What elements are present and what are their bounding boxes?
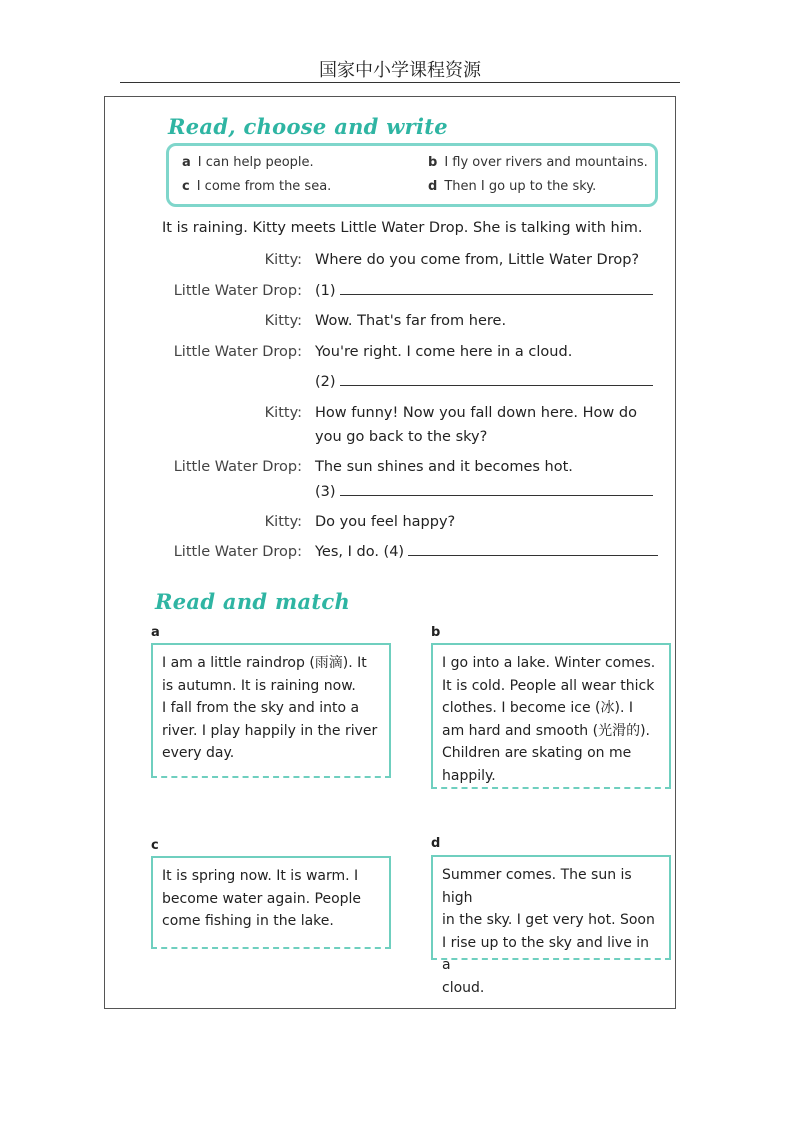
card-label-a: a [151, 625, 160, 640]
speaker-little-water-drop: Little Water Drop: [173, 283, 302, 299]
speaker-kitty: Kitty: [264, 514, 302, 530]
dialogue-line: How funny! Now you fall down here. How do [315, 405, 637, 421]
answer-blank-2[interactable] [340, 371, 653, 386]
dialogue-line: You're right. I come here in a cloud. [315, 344, 573, 360]
answer-line-4: Yes, I do. (4) [315, 540, 658, 564]
option-c: c I come from the sea. [182, 179, 332, 194]
answer-blank-3[interactable] [340, 481, 653, 496]
option-b: b I fly over rivers and mountains. [428, 155, 648, 170]
header-divider [120, 82, 680, 83]
speaker-little-water-drop: Little Water Drop: [173, 459, 302, 475]
speaker-little-water-drop: Little Water Drop: [173, 344, 302, 360]
dialogue-line: you go back to the sky? [315, 429, 488, 445]
speaker-kitty: Kitty: [264, 405, 302, 421]
speaker-little-water-drop: Little Water Drop: [173, 544, 302, 560]
answer-line-1: (1) [315, 279, 653, 303]
text-card-b: I go into a lake. Winter comes. It is cold. People all wear thick clothes. I become ice (冰). I am hard and smooth (光滑的). Children are skating on me happily. [431, 643, 671, 789]
text-card-d: Summer comes. The sun is high in the sky. I get very hot. Soon I rise up to the sky and live in a cloud. [431, 855, 671, 960]
dialogue-line: Do you feel happy? [315, 514, 456, 530]
dialogue-line: Where do you come from, Little Water Drop? [315, 252, 640, 268]
answer-blank-1[interactable] [340, 280, 653, 295]
section-title-read-match: Read and match [155, 589, 351, 614]
intro-text: It is raining. Kitty meets Little Water Drop. She is talking with him. [162, 220, 643, 236]
page-header: 国家中小学课程资源 [319, 60, 481, 81]
text-card-c: It is spring now. It is warm. I become water again. People come fishing in the lake. [151, 856, 391, 949]
text-card-a: I am a little raindrop (雨滴). It is autumn. It is raining now. I fall from the sky and into a river. I play happily in the river every day. [151, 643, 391, 778]
answer-line-3: (3) [315, 480, 653, 504]
dialogue-line: The sun shines and it becomes hot. [315, 459, 573, 475]
card-label-c: c [151, 838, 159, 853]
speaker-kitty: Kitty: [264, 252, 302, 268]
options-box [166, 143, 658, 207]
answer-blank-4[interactable] [408, 541, 658, 556]
dialogue-line: Wow. That's far from here. [315, 313, 507, 329]
card-label-d: d [431, 836, 441, 851]
card-label-b: b [431, 625, 441, 640]
option-a: a I can help people. [182, 155, 314, 170]
section-title-read-choose-write: Read, choose and write [168, 114, 448, 139]
speaker-kitty: Kitty: [264, 313, 302, 329]
answer-line-2: (2) [315, 370, 653, 394]
option-d: d Then I go up to the sky. [428, 179, 597, 194]
